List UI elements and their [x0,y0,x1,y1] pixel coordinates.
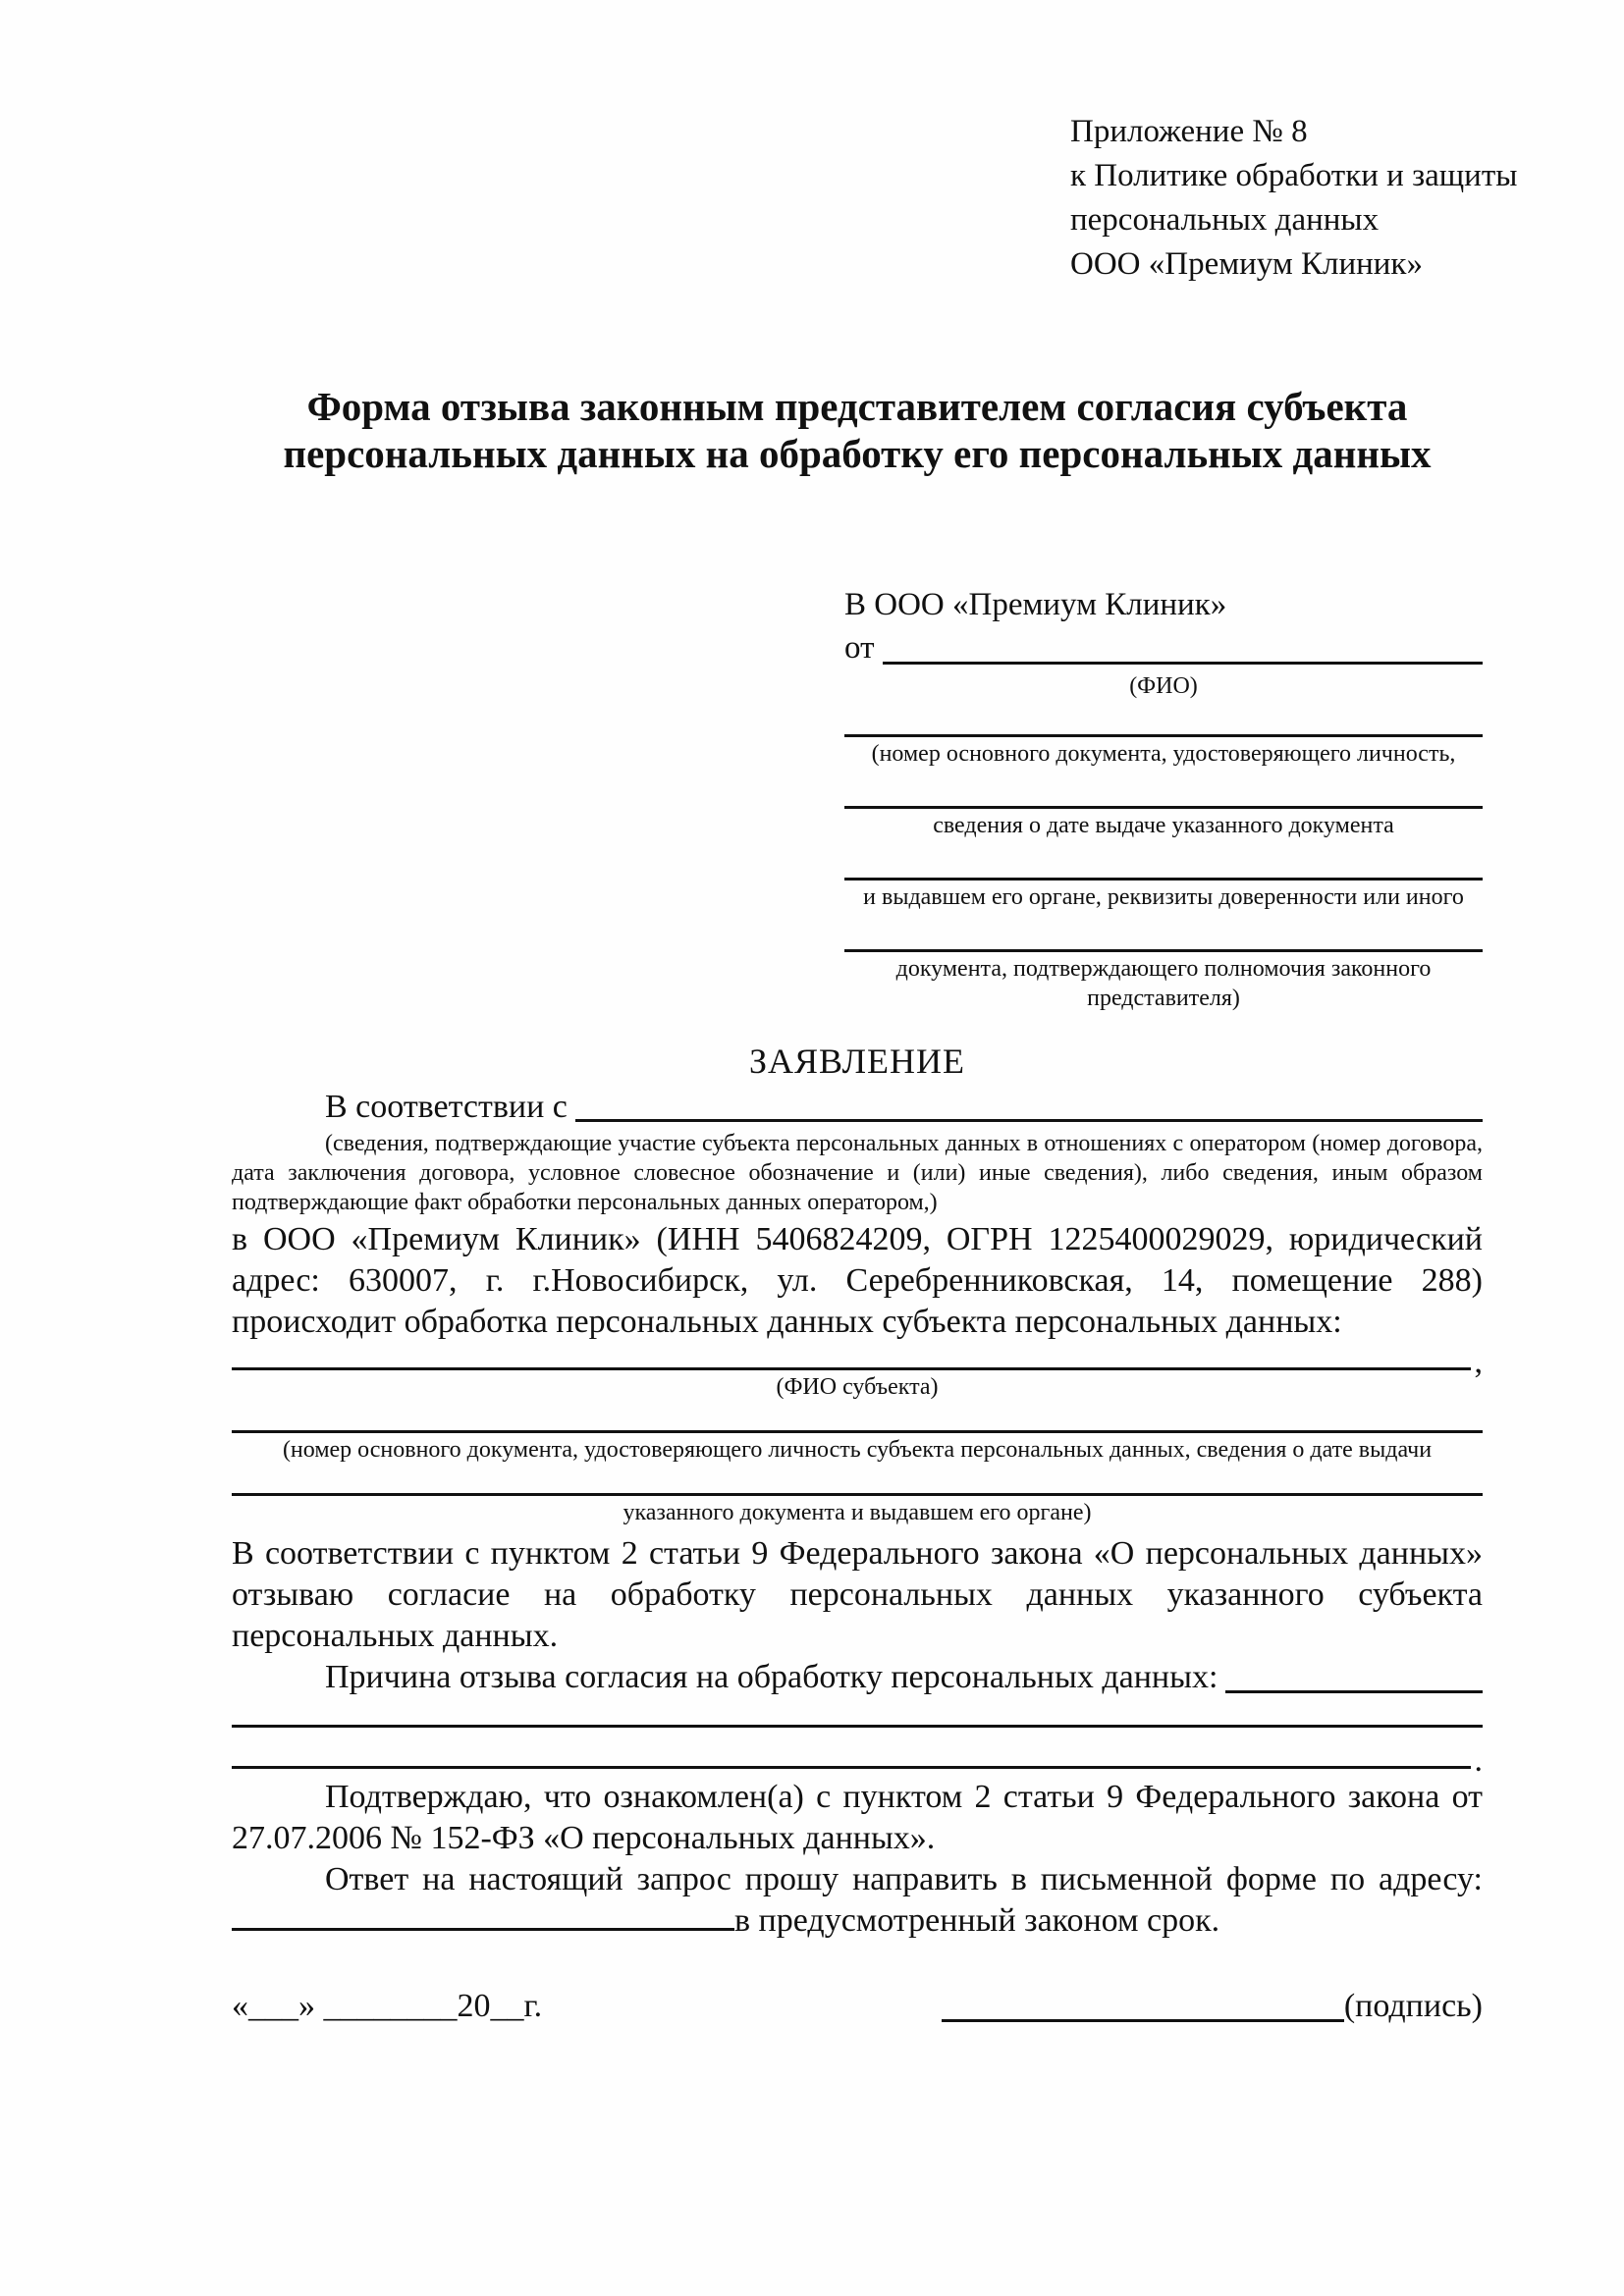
subject-fio-blank-line [232,1344,1483,1380]
comma-suffix: , [1474,1344,1483,1380]
withdrawal-paragraph: В соответствии с пунктом 2 статьи 9 Федерального закона «О персональных данных» отзываю согласие на обработку персональных данных указанного субъекта персональных данных. [232,1535,1483,1654]
doc-field-caption: (номер основного документа, удостоверяющего личность, [871,741,1456,767]
addressee-to-line: В ООО «Премиум Клиник» [844,587,1227,622]
signature-blank-line [942,2019,1344,2022]
confirmation-paragraph: Подтверждаю, что ознакомлен(а) с пунктом 2 статьи 9 Федерального закона от 27.07.2006 № 152-ФЗ «О персональных данных». [232,1779,1483,1856]
addressee-block [844,583,1483,1013]
statement-heading: ЗАЯВЛЕНИЕ [748,1041,966,1081]
subject-fio-caption: (ФИО субъекта) [776,1374,939,1400]
signature-row [232,1985,1483,2028]
operator-paragraph: в ООО «Премиум Клиник» (ИНН 5406824209, ОГРН 1225400029029, юридический адрес: 630007, г. г.Новосибирск, ул. Серебренниковская, 14, помещение 288) происходит обработка персональных данных субъекта персональных данных: [232,1221,1483,1340]
doc-field-caption: документа, подтверждающего полномочия законного представителя) [895,956,1432,1011]
appendix-reference-block [1070,110,1518,287]
signature-caption: (подпись) [1343,1988,1483,2024]
period-suffix: . [1474,1742,1483,1779]
appendix-line: ООО «Премиум Клиник» [1070,246,1423,282]
document-title: Форма отзыва законным представителем согласия субъекта персональных данных на обработку его персональных данных [283,384,1432,476]
blank-line [232,1367,1471,1370]
blank-line [232,1766,1471,1769]
reason-extra-blank-line [232,1712,1483,1728]
from-label: от [844,630,875,666]
from-blank-line [883,662,1484,665]
appendix-line: Приложение № 8 [1070,114,1308,149]
fio-caption: (ФИО) [1129,673,1198,699]
intro-blank-line [575,1119,1483,1122]
doc-field-blank-line [844,806,1483,809]
signature-field [942,1985,1483,2028]
doc-field-blank-line [844,734,1483,737]
subject-doc-blank-line [232,1480,1483,1496]
reason-extra-blank-line [232,1742,1483,1779]
appendix-line: к Политике обработки и защиты [1070,158,1518,193]
intro-line [232,1088,1483,1127]
intro-prefix: В соответствии с [325,1089,568,1125]
appendix-line: персональных данных [1070,202,1380,238]
reply-address-blank-line [232,1926,734,1931]
subject-doc-caption: (номер основного документа, удостоверяющего личность субъекта персональных данных, сведения о дате выдачи [282,1437,1433,1463]
reply-suffix: в предусмотренный законом срок. [734,1902,1220,1939]
reason-line [232,1657,1483,1698]
blank-line [232,1725,1483,1728]
doc-field-caption: сведения о дате выдаче указанного документа [933,813,1394,838]
reason-label: Причина отзыва согласия на обработку персональных данных: [325,1659,1218,1695]
addressee-from-line [844,626,1483,669]
doc-field-blank-line [844,949,1483,952]
reply-paragraph [232,1859,1483,1942]
blank-line [232,1493,1483,1496]
subject-doc-blank-line [232,1417,1483,1433]
intro-note: (сведения, подтверждающие участие субъекта персональных данных в отношениях с оператором (номер договора, дата заключения договора, условное словесное обозначение и (или) иные сведения), либо сведения, иным образом подтверждающие факт обработки персональных данных оператором,) [232,1131,1483,1215]
reply-prefix: Ответ на настоящий запрос прошу направить в письменной форме по адресу: [325,1861,1483,1897]
subject-doc-caption: указанного документа и выдавшем его органе) [623,1500,1092,1525]
page-content [232,0,1518,2028]
blank-line [232,1430,1483,1433]
date-field: «___» ________20__г. [232,1988,543,2024]
doc-field-caption: и выдавшем его органе, реквизиты доверенности или иного [863,884,1464,910]
doc-field-blank-line [844,878,1483,881]
reason-blank-line [1225,1690,1483,1693]
